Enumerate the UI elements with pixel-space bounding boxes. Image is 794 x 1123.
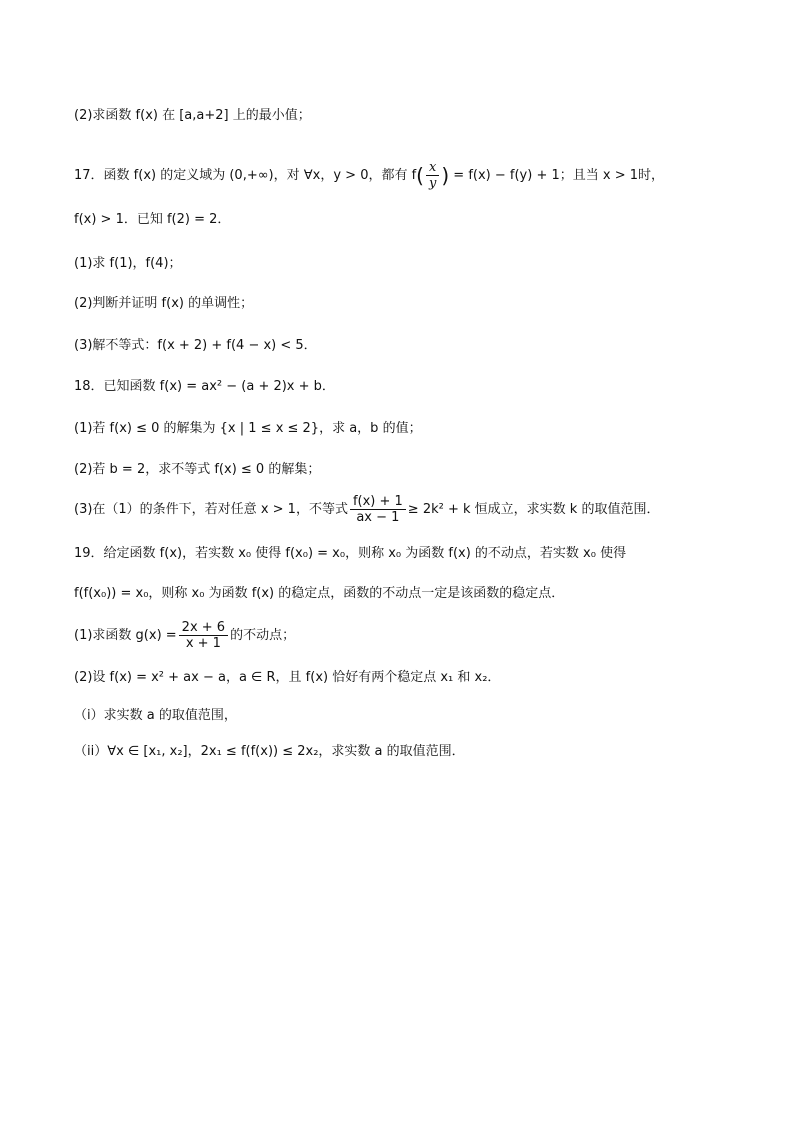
denominator: x + 1 xyxy=(185,636,221,651)
q18-part3-end: ≥ 2k² + k 恒成立，求实数 k 的取值范围． xyxy=(407,502,660,517)
denominator: ax − 1 xyxy=(356,510,400,525)
q19-part1-start: (1)求函数 g(x) = xyxy=(74,628,177,643)
q19-stem-cont: f(f(x₀)) = x₀，则称 x₀ 为函数 f(x) 的稳定点，函数的不动点一定是该函数的稳定点． xyxy=(74,586,565,601)
q19-part2-i: （i）求实数 a 的取值范围， xyxy=(74,708,237,723)
fraction-x-over-y xyxy=(426,160,439,191)
q17-stem-start: 17．函数 f(x) 的定义域为 (0,+∞)，对 ∀x，y > 0，都有 f xyxy=(74,168,417,183)
q19-stem: 19．给定函数 f(x)，若实数 x₀ 使得 f(x₀) = x₀，则称 x₀ 为函数 f(x) 的不动点，若实数 x₀ 使得 xyxy=(74,546,627,561)
q17-stem-end: = f(x) − f(y) + 1；且当 x > 1时， xyxy=(453,168,664,183)
paren-open: ( xyxy=(416,163,424,188)
q18-part3-start: (3)在（1）的条件下，若对任意 x > 1，不等式 xyxy=(74,502,348,517)
numerator: f(x) + 1 xyxy=(350,494,406,510)
q17-part1: (1)求 f(1)，f(4)； xyxy=(74,256,182,271)
paren-close: ) xyxy=(441,163,450,188)
q17-stem-cont: f(x) > 1．已知 f(2) = 2． xyxy=(74,212,231,227)
q19-part2-ii: （ii）∀x ∈ [x₁, x₂]，2x₁ ≤ f(f(x)) ≤ 2x₂，求实数 a 的取值范围． xyxy=(74,744,465,759)
fraction-g xyxy=(179,620,228,651)
q18-part2: (2)若 b = 2，求不等式 f(x) ≤ 0 的解集； xyxy=(74,462,321,477)
numerator: 2x + 6 xyxy=(179,620,228,636)
q19-part1-end: 的不动点； xyxy=(230,628,296,643)
q18-part3 xyxy=(74,494,659,525)
q17-part3: (3)解不等式：f(x + 2) + f(4 − x) < 5． xyxy=(74,338,317,353)
denominator: y xyxy=(428,176,437,191)
q18-part1: (1)若 f(x) ≤ 0 的解集为 {x | 1 ≤ x ≤ 2}，求 a，b 的值； xyxy=(74,421,422,436)
fraction-inequality xyxy=(350,494,406,525)
numerator: x xyxy=(426,160,439,176)
q17-part2: (2)判断并证明 f(x) 的单调性； xyxy=(74,296,254,311)
q17-stem xyxy=(74,160,664,191)
q16-part2: (2)求函数 f(x) 在 [a,a+2] 上的最小值； xyxy=(74,108,311,123)
q18-stem: 18．已知函数 f(x) = ax² − (a + 2)x + b． xyxy=(74,379,335,394)
q19-part1 xyxy=(74,620,295,651)
q19-part2: (2)设 f(x) = x² + ax − a，a ∈ R，且 f(x) 恰好有两个稳定点 x₁ 和 x₂． xyxy=(74,670,501,685)
